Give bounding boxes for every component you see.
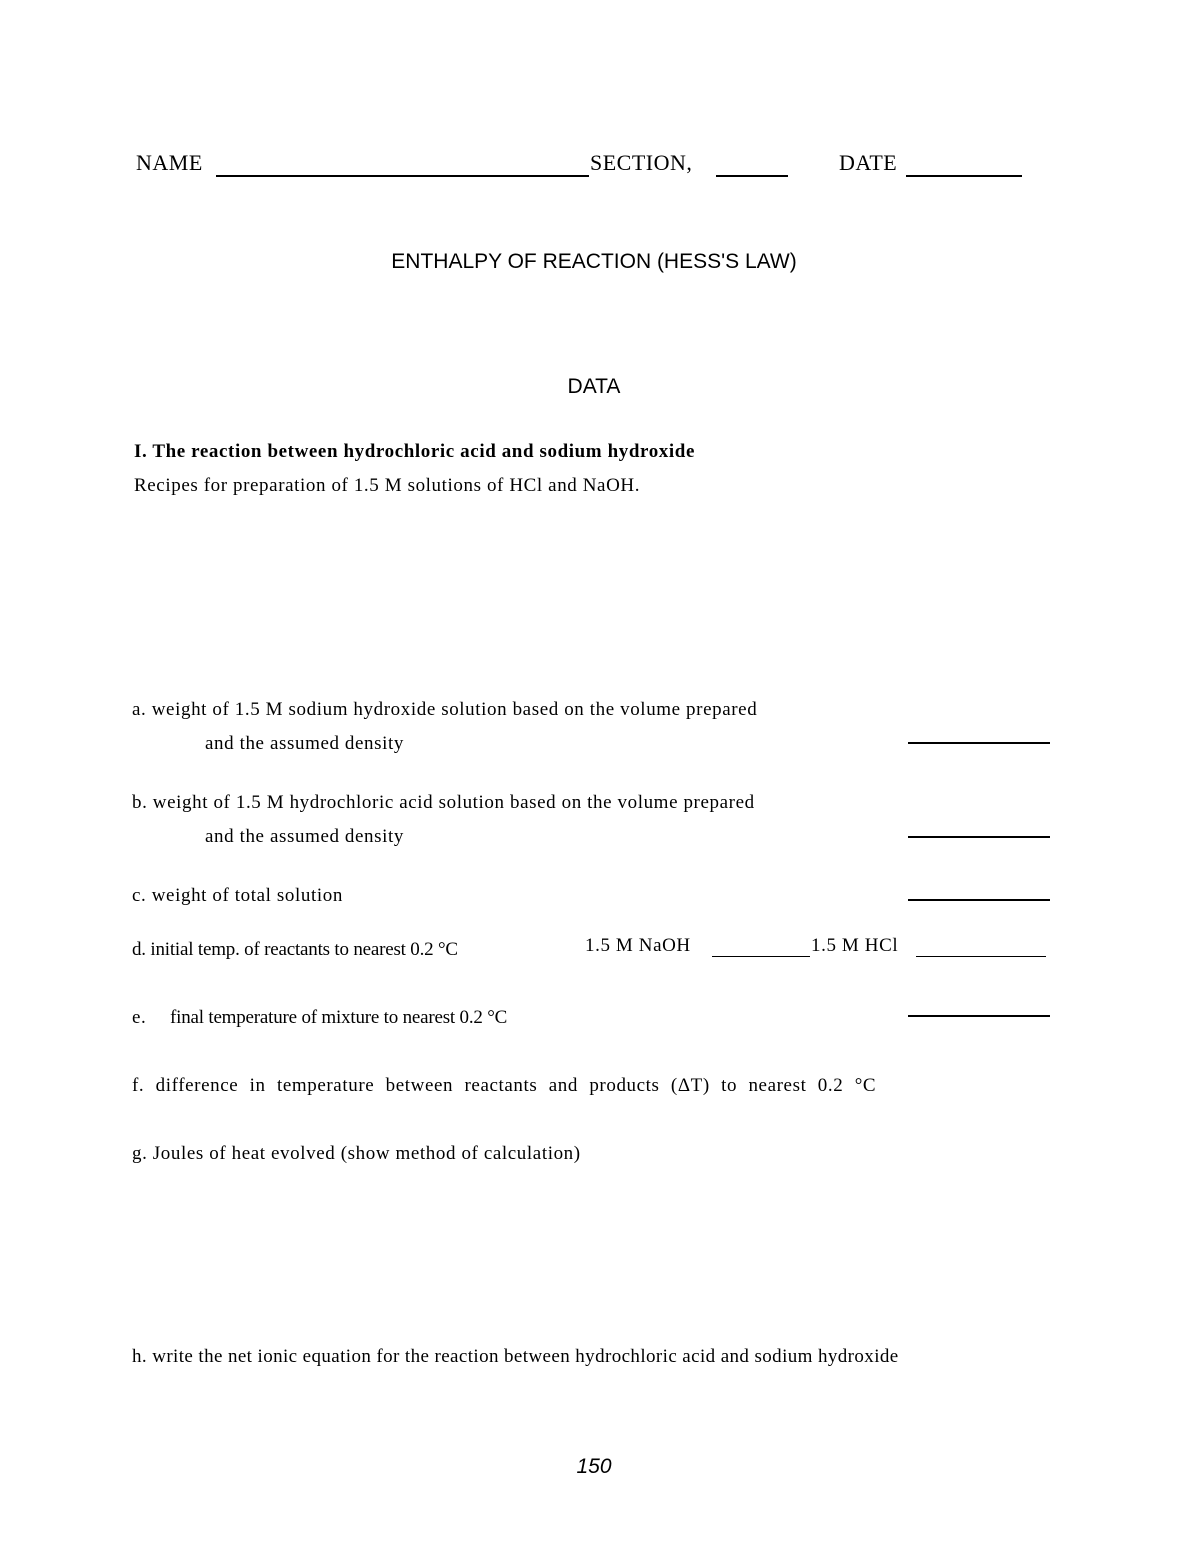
section-label: SECTION,	[590, 150, 693, 175]
item-a-line1: a. weight of 1.5 M sodium hydroxide solution based on the volume prepared	[132, 699, 758, 720]
item-d-naoh-label: 1.5 M NaOH	[585, 935, 691, 956]
item-c: c. weight of total solution	[132, 885, 343, 906]
item-c-answer-line[interactable]	[908, 899, 1050, 901]
item-b-line1: b. weight of 1.5 M hydrochloric acid solution based on the volume prepared	[132, 792, 755, 813]
item-d-hcl-label: 1.5 M HCl	[811, 935, 899, 956]
date-label: DATE	[839, 150, 898, 175]
section-subheading: Recipes for preparation of 1.5 M solutions of HCl and NaOH.	[134, 475, 641, 496]
item-d-hcl-blank[interactable]	[916, 956, 1046, 957]
item-b-answer-line[interactable]	[908, 836, 1050, 838]
item-d-naoh-blank[interactable]	[712, 956, 810, 957]
section-blank[interactable]	[716, 175, 788, 177]
item-e-letter: e.	[132, 1007, 147, 1028]
data-heading: DATA	[567, 375, 621, 398]
item-a-answer-line[interactable]	[908, 742, 1050, 744]
item-e: final temperature of mixture to nearest 0.2 °C	[170, 1007, 508, 1028]
item-d: d. initial temp. of reactants to nearest 0.2 °C	[132, 939, 458, 960]
item-g: g. Joules of heat evolved (show method of calculation)	[132, 1143, 581, 1164]
item-f: f. difference in temperature between reactants and products (ΔT) to nearest 0.2 °C	[132, 1075, 877, 1096]
name-label: NAME	[136, 150, 203, 175]
page-number: 150	[576, 1455, 612, 1478]
page-title: ENTHALPY OF REACTION (HESS'S LAW)	[391, 250, 797, 273]
date-blank[interactable]	[906, 175, 1022, 177]
item-a-line2: and the assumed density	[205, 733, 405, 754]
item-h: h. write the net ionic equation for the reaction between hydrochloric acid and sodium hydroxide	[132, 1346, 899, 1367]
name-blank[interactable]	[216, 175, 589, 177]
item-b-line2: and the assumed density	[205, 826, 405, 847]
item-e-answer-line[interactable]	[908, 1015, 1050, 1017]
section-heading: I. The reaction between hydrochloric acid and sodium hydroxide	[134, 441, 695, 462]
